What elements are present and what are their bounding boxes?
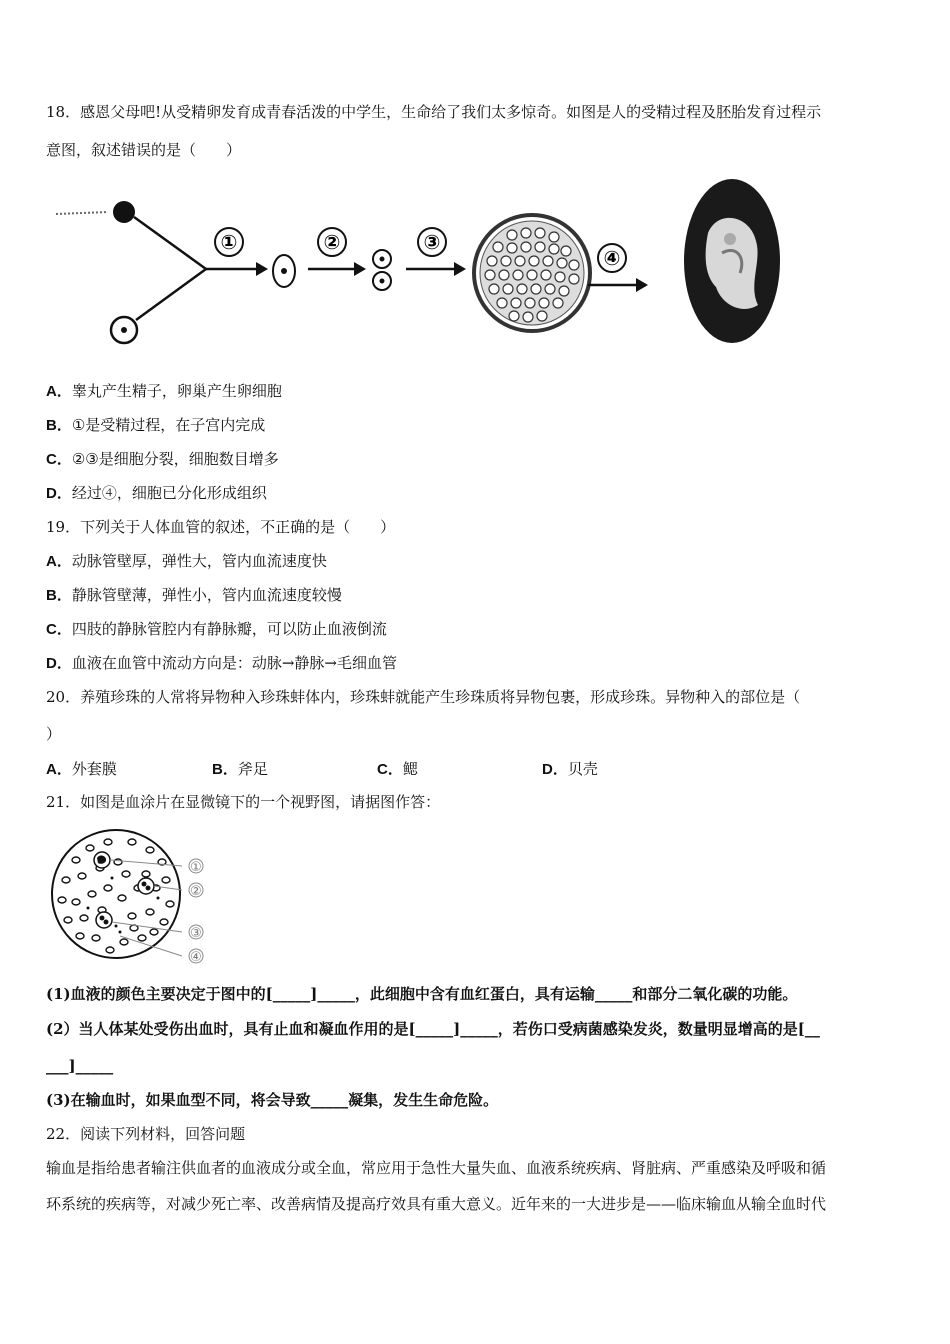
smear-label-2: ② <box>190 884 202 899</box>
q21-stem: 21．如图是血涂片在显微镜下的一个视野图，请据图作答： <box>46 793 441 811</box>
q18-option-c-key: C． <box>46 451 72 468</box>
smear-label-4: ④ <box>190 950 202 965</box>
embryo-image <box>684 179 780 343</box>
q20-option-c-key: C． <box>377 761 403 778</box>
converge-line-top <box>134 217 206 269</box>
q18-option-d-key: D． <box>46 485 72 502</box>
q20-option-d-key: D． <box>542 761 568 778</box>
q19-option-a[interactable] <box>46 551 327 572</box>
arrow-4-icon <box>636 278 648 292</box>
arrow-1-icon <box>256 262 268 276</box>
q20-option-a[interactable] <box>46 758 117 779</box>
cell-ball <box>474 215 590 331</box>
two-cell-stage <box>373 250 391 290</box>
fertilization-diagram <box>46 165 806 365</box>
sperm-cell <box>56 201 135 223</box>
arrow-3-icon <box>454 262 466 276</box>
q19-option-b-text: 静脉管壁薄，弹性小，管内血流速度较慢 <box>71 586 342 604</box>
q19-option-a-key: A． <box>46 553 72 570</box>
q20-option-a-key: A． <box>46 761 72 778</box>
q21-sub1: (1)血液的颜色主要决定于图中的[_____]_____，此细胞中含有血红蛋白，具有运输_____和部分二氧化碳的功能。 <box>46 985 798 1003</box>
q18-option-d-text: 经过④，细胞已分化形成组织 <box>71 484 267 502</box>
q19-option-a-text: 动脉管壁厚，弹性大，管内血流速度快 <box>71 552 327 570</box>
converge-line-bottom <box>136 269 206 320</box>
q19-option-c[interactable] <box>46 619 387 640</box>
q19-option-b-key: B． <box>46 587 72 604</box>
q18-option-a-key: A． <box>46 383 72 400</box>
white-blood-cell <box>138 878 154 894</box>
label-2: ② <box>323 230 341 254</box>
label-4: ④ <box>603 246 621 270</box>
q19-stem: 19．下列关于人体血管的叙述，不正确的是（ ） <box>46 518 396 536</box>
q18-option-c-text: ②③是细胞分裂，细胞数目增多 <box>71 450 279 468</box>
q19-option-c-key: C． <box>46 621 72 638</box>
q18-option-b-key: B． <box>46 417 72 434</box>
q19-option-d-text: 血液在血管中流动方向是：动脉→静脉→毛细血管 <box>71 654 397 672</box>
q21-sub2-line2: ___]_____ <box>46 1057 114 1075</box>
q22-paragraph-line1: 输血是指给患者输注供血者的血液成分或全血，常应用于急性大量失血、血液系统疾病、肾脏病、严重感染及呼吸和循 <box>46 1159 827 1177</box>
q18-option-d[interactable] <box>46 483 267 504</box>
label-1: ① <box>220 230 238 254</box>
q18-stem-line2: 意图，叙述错误的是（ ） <box>46 141 242 159</box>
q18-stem-line1: 18．感恩父母吧!从受精卵发育成青春活泼的中学生，生命给了我们太多惊奇。如图是人的受精过程及胚胎发育过程示 <box>46 103 822 121</box>
q21-sub3: (3)在输血时，如果血型不同，将会导致_____凝集，发生生命危险。 <box>46 1091 499 1109</box>
white-blood-cell <box>96 912 112 928</box>
zygote-cell <box>273 255 295 287</box>
q20-option-c-text: 鳃 <box>402 760 418 778</box>
smear-label-1: ① <box>190 860 202 875</box>
q20-option-b-text: 斧足 <box>237 760 268 778</box>
egg-cell <box>111 317 137 343</box>
q19-option-b[interactable] <box>46 585 342 606</box>
q22-paragraph-line2: 环系统的疾病等，对减少死亡率、改善病情及提高疗效具有重大意义。近年来的一大进步是——临床输血从输全血时代 <box>46 1195 827 1213</box>
q18-option-a-text: 睾丸产生精子，卵巢产生卵细胞 <box>71 382 282 400</box>
q20-option-b-key: B． <box>212 761 238 778</box>
q18-option-b[interactable] <box>46 415 265 436</box>
q18-option-c[interactable] <box>46 449 279 470</box>
q22-stem: 22．阅读下列材料，回答问题 <box>46 1125 246 1143</box>
q20-option-b[interactable] <box>212 758 268 779</box>
q20-option-c[interactable] <box>377 758 418 779</box>
q19-option-d[interactable] <box>46 653 397 674</box>
q21-sub2-line1: (2）当人体某处受伤出血时，具有止血和凝血作用的是[_____]_____，若伤口受病菌感染发炎，数量明显增高的是[__ <box>46 1020 820 1038</box>
blood-smear-diagram <box>46 822 216 972</box>
q18-option-a[interactable] <box>46 381 282 402</box>
label-3: ③ <box>423 230 441 254</box>
q20-stem-line1: 20．养殖珍珠的人常将异物种入珍珠蚌体内，珍珠蚌就能产生珍珠质将异物包裹，形成珍珠。异物种入的部位是（ <box>46 688 801 706</box>
q20-stem-line2: ） <box>46 725 62 743</box>
q20-option-d-text: 贝壳 <box>567 760 598 778</box>
q18-option-b-text: ①是受精过程，在子宫内完成 <box>71 416 266 434</box>
q19-option-c-text: 四肢的静脉管腔内有静脉瓣，可以防止血液倒流 <box>71 620 387 638</box>
smear-label-3: ③ <box>190 926 202 941</box>
q19-option-d-key: D． <box>46 655 72 672</box>
q20-options-row <box>46 758 906 778</box>
q20-option-d[interactable] <box>542 758 598 779</box>
arrow-2-icon <box>354 262 366 276</box>
q20-option-a-text: 外套膜 <box>71 760 117 778</box>
white-blood-cell <box>94 852 110 868</box>
